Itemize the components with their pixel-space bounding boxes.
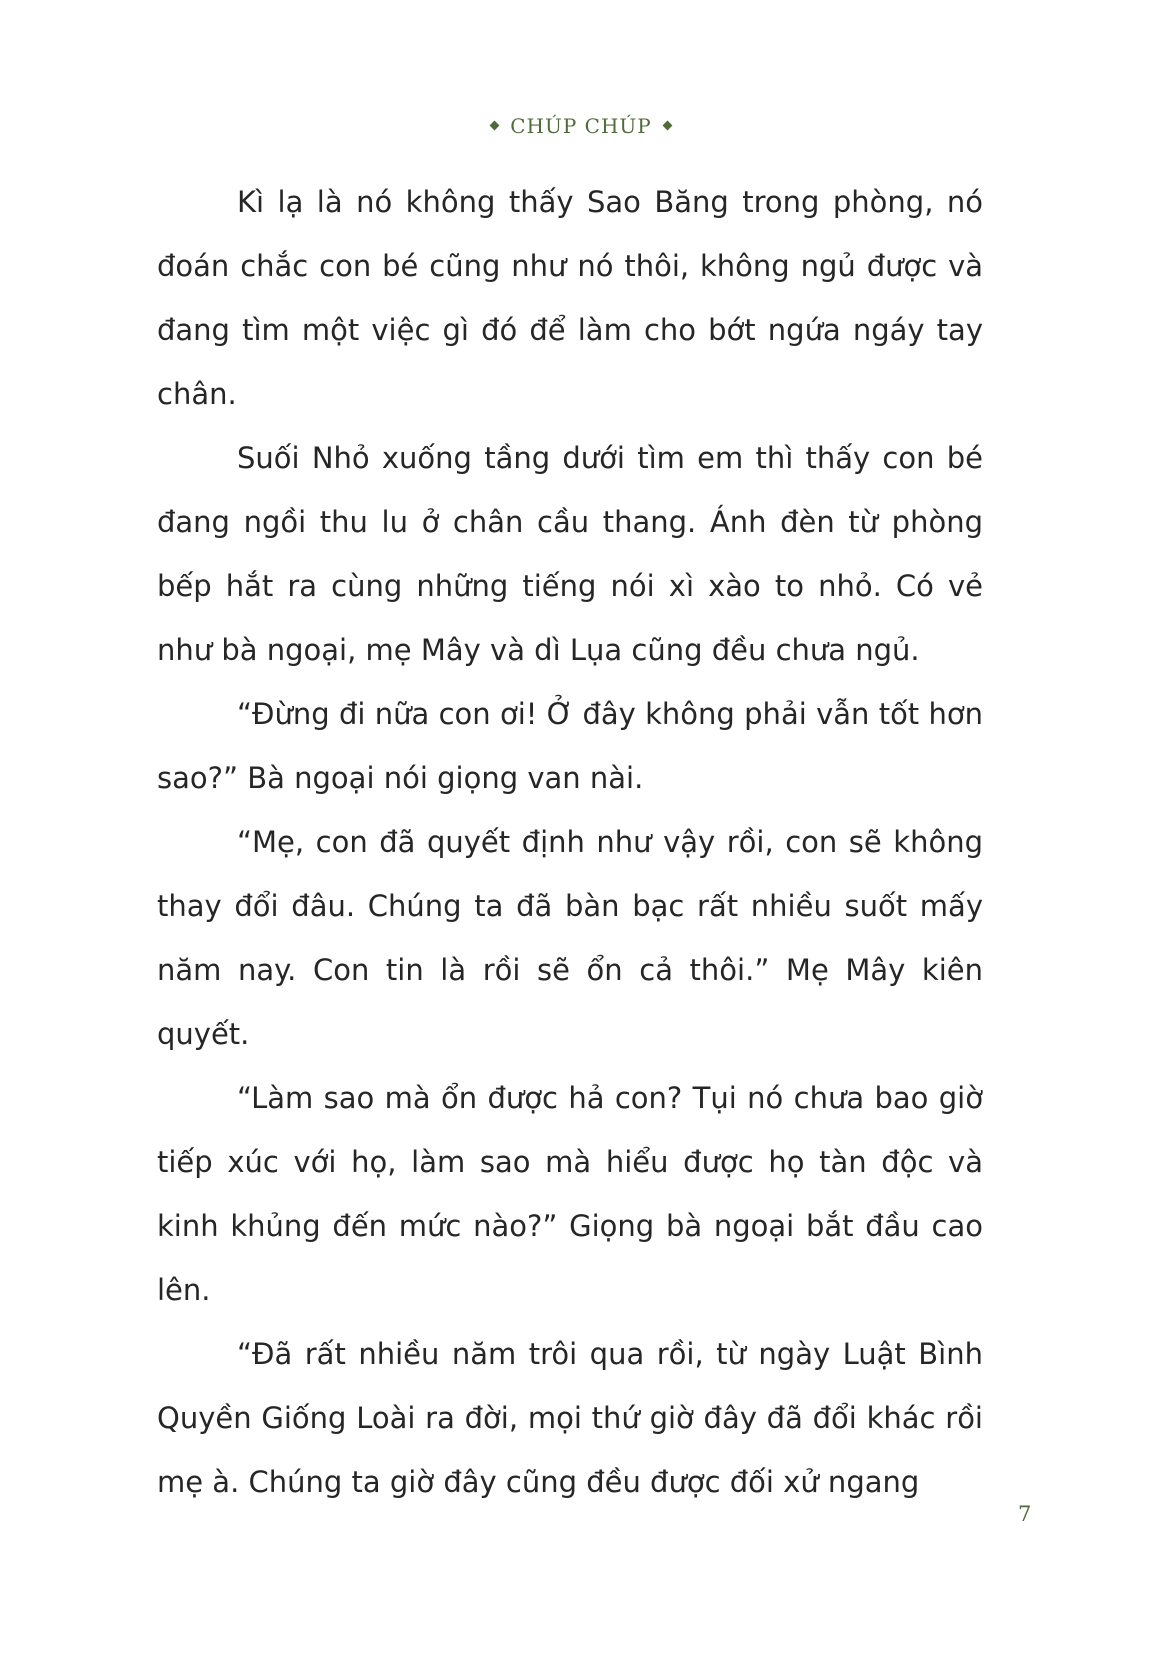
running-header bbox=[0, 114, 1162, 138]
body-text bbox=[157, 170, 983, 1514]
diamond-ornament-left-icon bbox=[490, 121, 500, 131]
header-title: CHÚP CHÚP bbox=[510, 114, 652, 138]
paragraph: Suối Nhỏ xuống tầng dưới tìm em thì thấy con bé đang ngồi thu lu ở chân cầu thang. Ánh đèn từ phòng bếp hắt ra cùng những tiếng nói xì xào to nhỏ. Có vẻ như bà ngoại, mẹ Mây và dì Lụa cũng đều chưa ngủ. bbox=[157, 441, 983, 667]
paragraph: “Đừng đi nữa con ơi! Ở đây không phải vẫn tốt hơn sao?” Bà ngoại nói giọng van nài. bbox=[157, 697, 983, 795]
diamond-ornament-right-icon bbox=[662, 121, 672, 131]
paragraph: “Đã rất nhiều năm trôi qua rồi, từ ngày Luật Bình Quyền Giống Loài ra đời, mọi thứ giờ đây đã đổi khác rồi mẹ à. Chúng ta giờ đây cũng đều được đối xử ngang bbox=[157, 1337, 983, 1499]
paragraph: “Mẹ, con đã quyết định như vậy rồi, con sẽ không thay đổi đâu. Chúng ta đã bàn bạc rất nhiều suốt mấy năm nay. Con tin là rồi sẽ ổn cả thôi.” Mẹ Mây kiên quyết. bbox=[157, 825, 983, 1051]
page-number: 7 bbox=[1018, 1502, 1032, 1526]
paragraph: Kì lạ là nó không thấy Sao Băng trong phòng, nó đoán chắc con bé cũng như nó thôi, không ngủ được và đang tìm một việc gì đó để làm cho bớt ngứa ngáy tay chân. bbox=[157, 185, 983, 411]
paragraph: “Làm sao mà ổn được hả con? Tụi nó chưa bao giờ tiếp xúc với họ, làm sao mà hiểu được họ tàn độc và kinh khủng đến mức nào?” Giọng bà ngoại bắt đầu cao lên. bbox=[157, 1081, 983, 1307]
